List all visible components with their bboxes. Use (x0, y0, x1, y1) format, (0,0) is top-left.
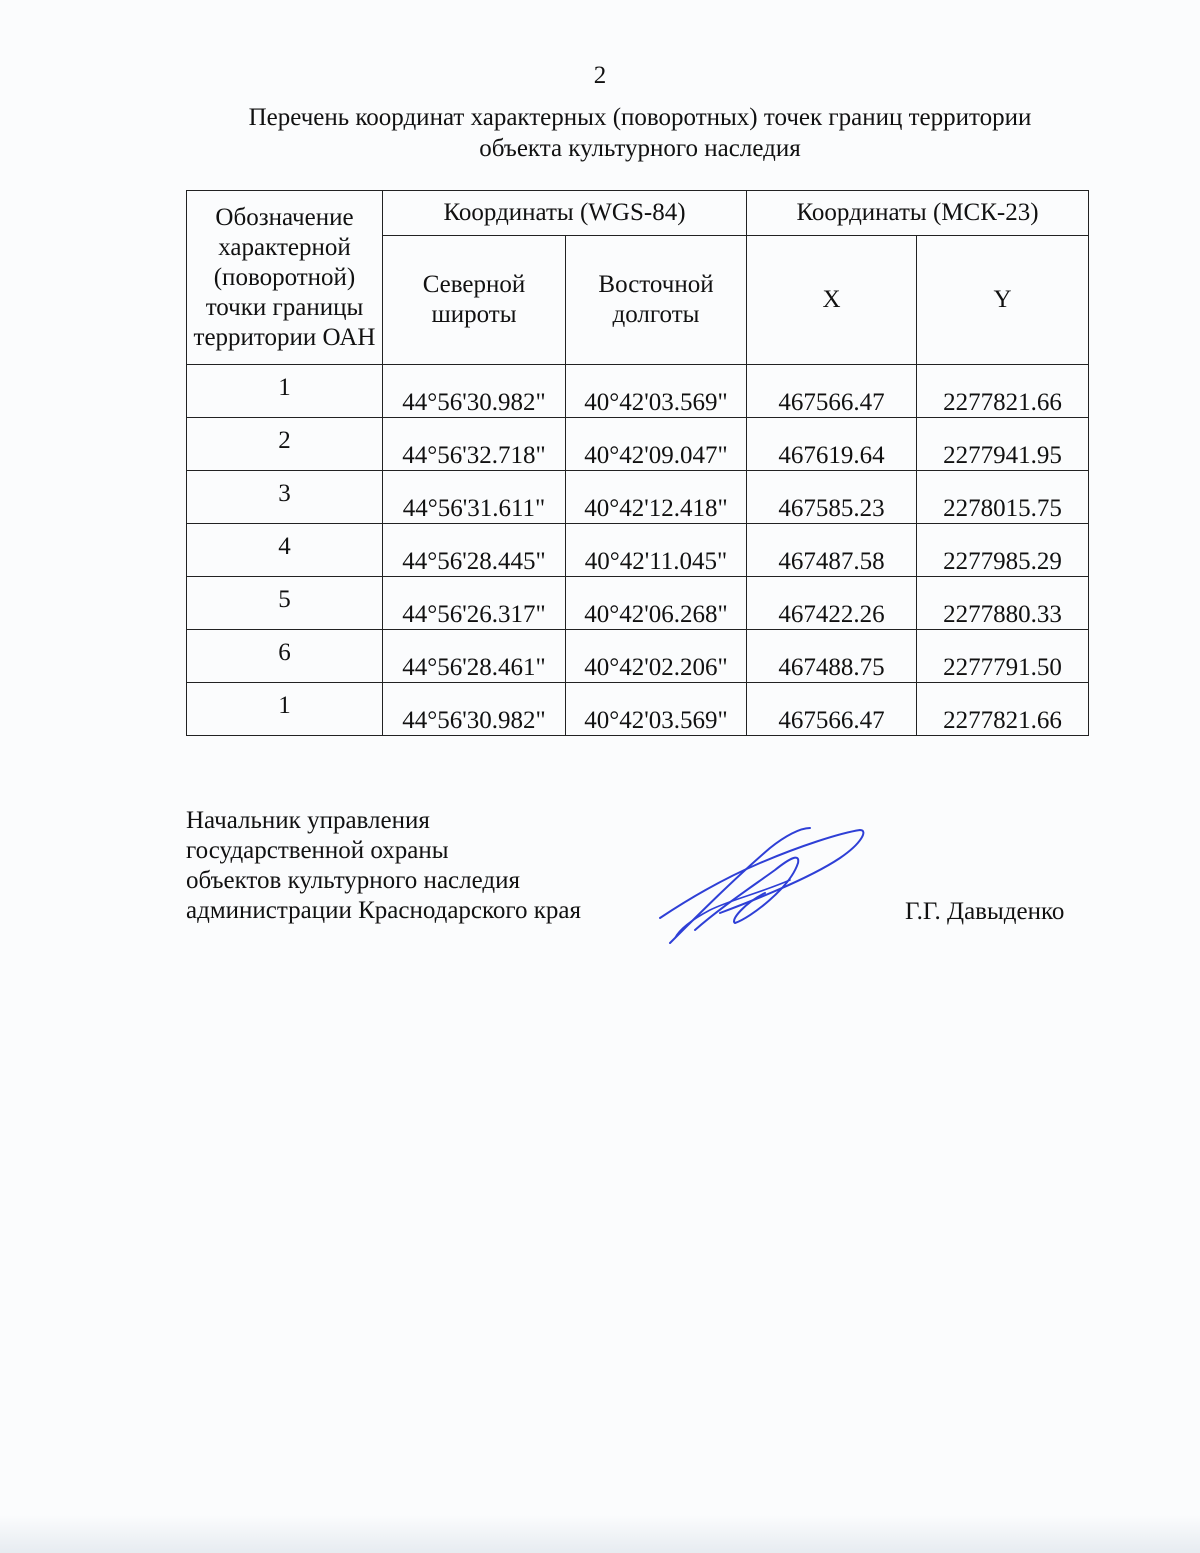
cell-point: 5 (187, 577, 383, 630)
header-msk23: Координаты (МСК-23) (747, 191, 1089, 236)
cell-y: 2277880.33 (917, 577, 1089, 630)
cell-point: 3 (187, 471, 383, 524)
cell-y: 2278015.75 (917, 471, 1089, 524)
table-row (187, 524, 1089, 577)
table-row (187, 471, 1089, 524)
cell-longitude: 40°42'11.045" (566, 524, 747, 577)
table-row (187, 630, 1089, 683)
cell-longitude: 40°42'03.569" (566, 365, 747, 418)
table-row (187, 365, 1089, 418)
cell-latitude: 44°56'31.611" (383, 471, 566, 524)
handwritten-signature (650, 818, 870, 953)
header-x: X (747, 236, 917, 365)
cell-x: 467487.58 (747, 524, 917, 577)
scan-shadow (0, 1515, 1200, 1553)
header-y: Y (917, 236, 1089, 365)
cell-y: 2277985.29 (917, 524, 1089, 577)
cell-point: 2 (187, 418, 383, 471)
coordinates-table (186, 190, 1089, 736)
cell-point: 1 (187, 365, 383, 418)
document-title-line-1: Перечень координат характерных (поворотных) точек границ территории (248, 104, 1032, 131)
table-row (187, 418, 1089, 471)
cell-latitude: 44°56'28.445" (383, 524, 566, 577)
cell-longitude: 40°42'03.569" (566, 683, 747, 736)
cell-latitude: 44°56'32.718" (383, 418, 566, 471)
cell-longitude: 40°42'02.206" (566, 630, 747, 683)
position-line: Начальник управления (186, 807, 430, 834)
cell-y: 2277791.50 (917, 630, 1089, 683)
cell-longitude: 40°42'12.418" (566, 471, 747, 524)
cell-y: 2277941.95 (917, 418, 1089, 471)
cell-point: 4 (187, 524, 383, 577)
position-line: администрации Краснодарского края (186, 897, 582, 924)
cell-x: 467488.75 (747, 630, 917, 683)
cell-longitude: 40°42'06.268" (566, 577, 747, 630)
document-title (150, 102, 1130, 164)
table-row (187, 577, 1089, 630)
position-line: объектов культурного наследия (186, 867, 520, 894)
document-title-line-2: объекта культурного наследия (479, 135, 801, 162)
position-line: государственной охраны (186, 837, 449, 864)
header-latitude: Северной широты (383, 236, 566, 365)
cell-x: 467619.64 (747, 418, 917, 471)
cell-latitude: 44°56'30.982" (383, 365, 566, 418)
header-longitude: Восточной долготы (566, 236, 747, 365)
cell-x: 467566.47 (747, 683, 917, 736)
signatory-name: Г.Г. Давыденко (905, 898, 1065, 925)
cell-x: 467585.23 (747, 471, 917, 524)
cell-latitude: 44°56'30.982" (383, 683, 566, 736)
page-number: 2 (593, 62, 607, 89)
signature-strokes (660, 828, 863, 943)
cell-x: 467422.26 (747, 577, 917, 630)
cell-x: 467566.47 (747, 365, 917, 418)
cell-y: 2277821.66 (917, 365, 1089, 418)
header-wgs84: Координаты (WGS-84) (383, 191, 747, 236)
signatory-position (186, 806, 581, 926)
table-row (187, 683, 1089, 736)
cell-longitude: 40°42'09.047" (566, 418, 747, 471)
cell-point: 6 (187, 630, 383, 683)
cell-point: 1 (187, 683, 383, 736)
cell-y: 2277821.66 (917, 683, 1089, 736)
header-point-designation: Обозначение характерной (поворотной) точки границы территории ОАН (187, 191, 383, 365)
cell-latitude: 44°56'28.461" (383, 630, 566, 683)
cell-latitude: 44°56'26.317" (383, 577, 566, 630)
